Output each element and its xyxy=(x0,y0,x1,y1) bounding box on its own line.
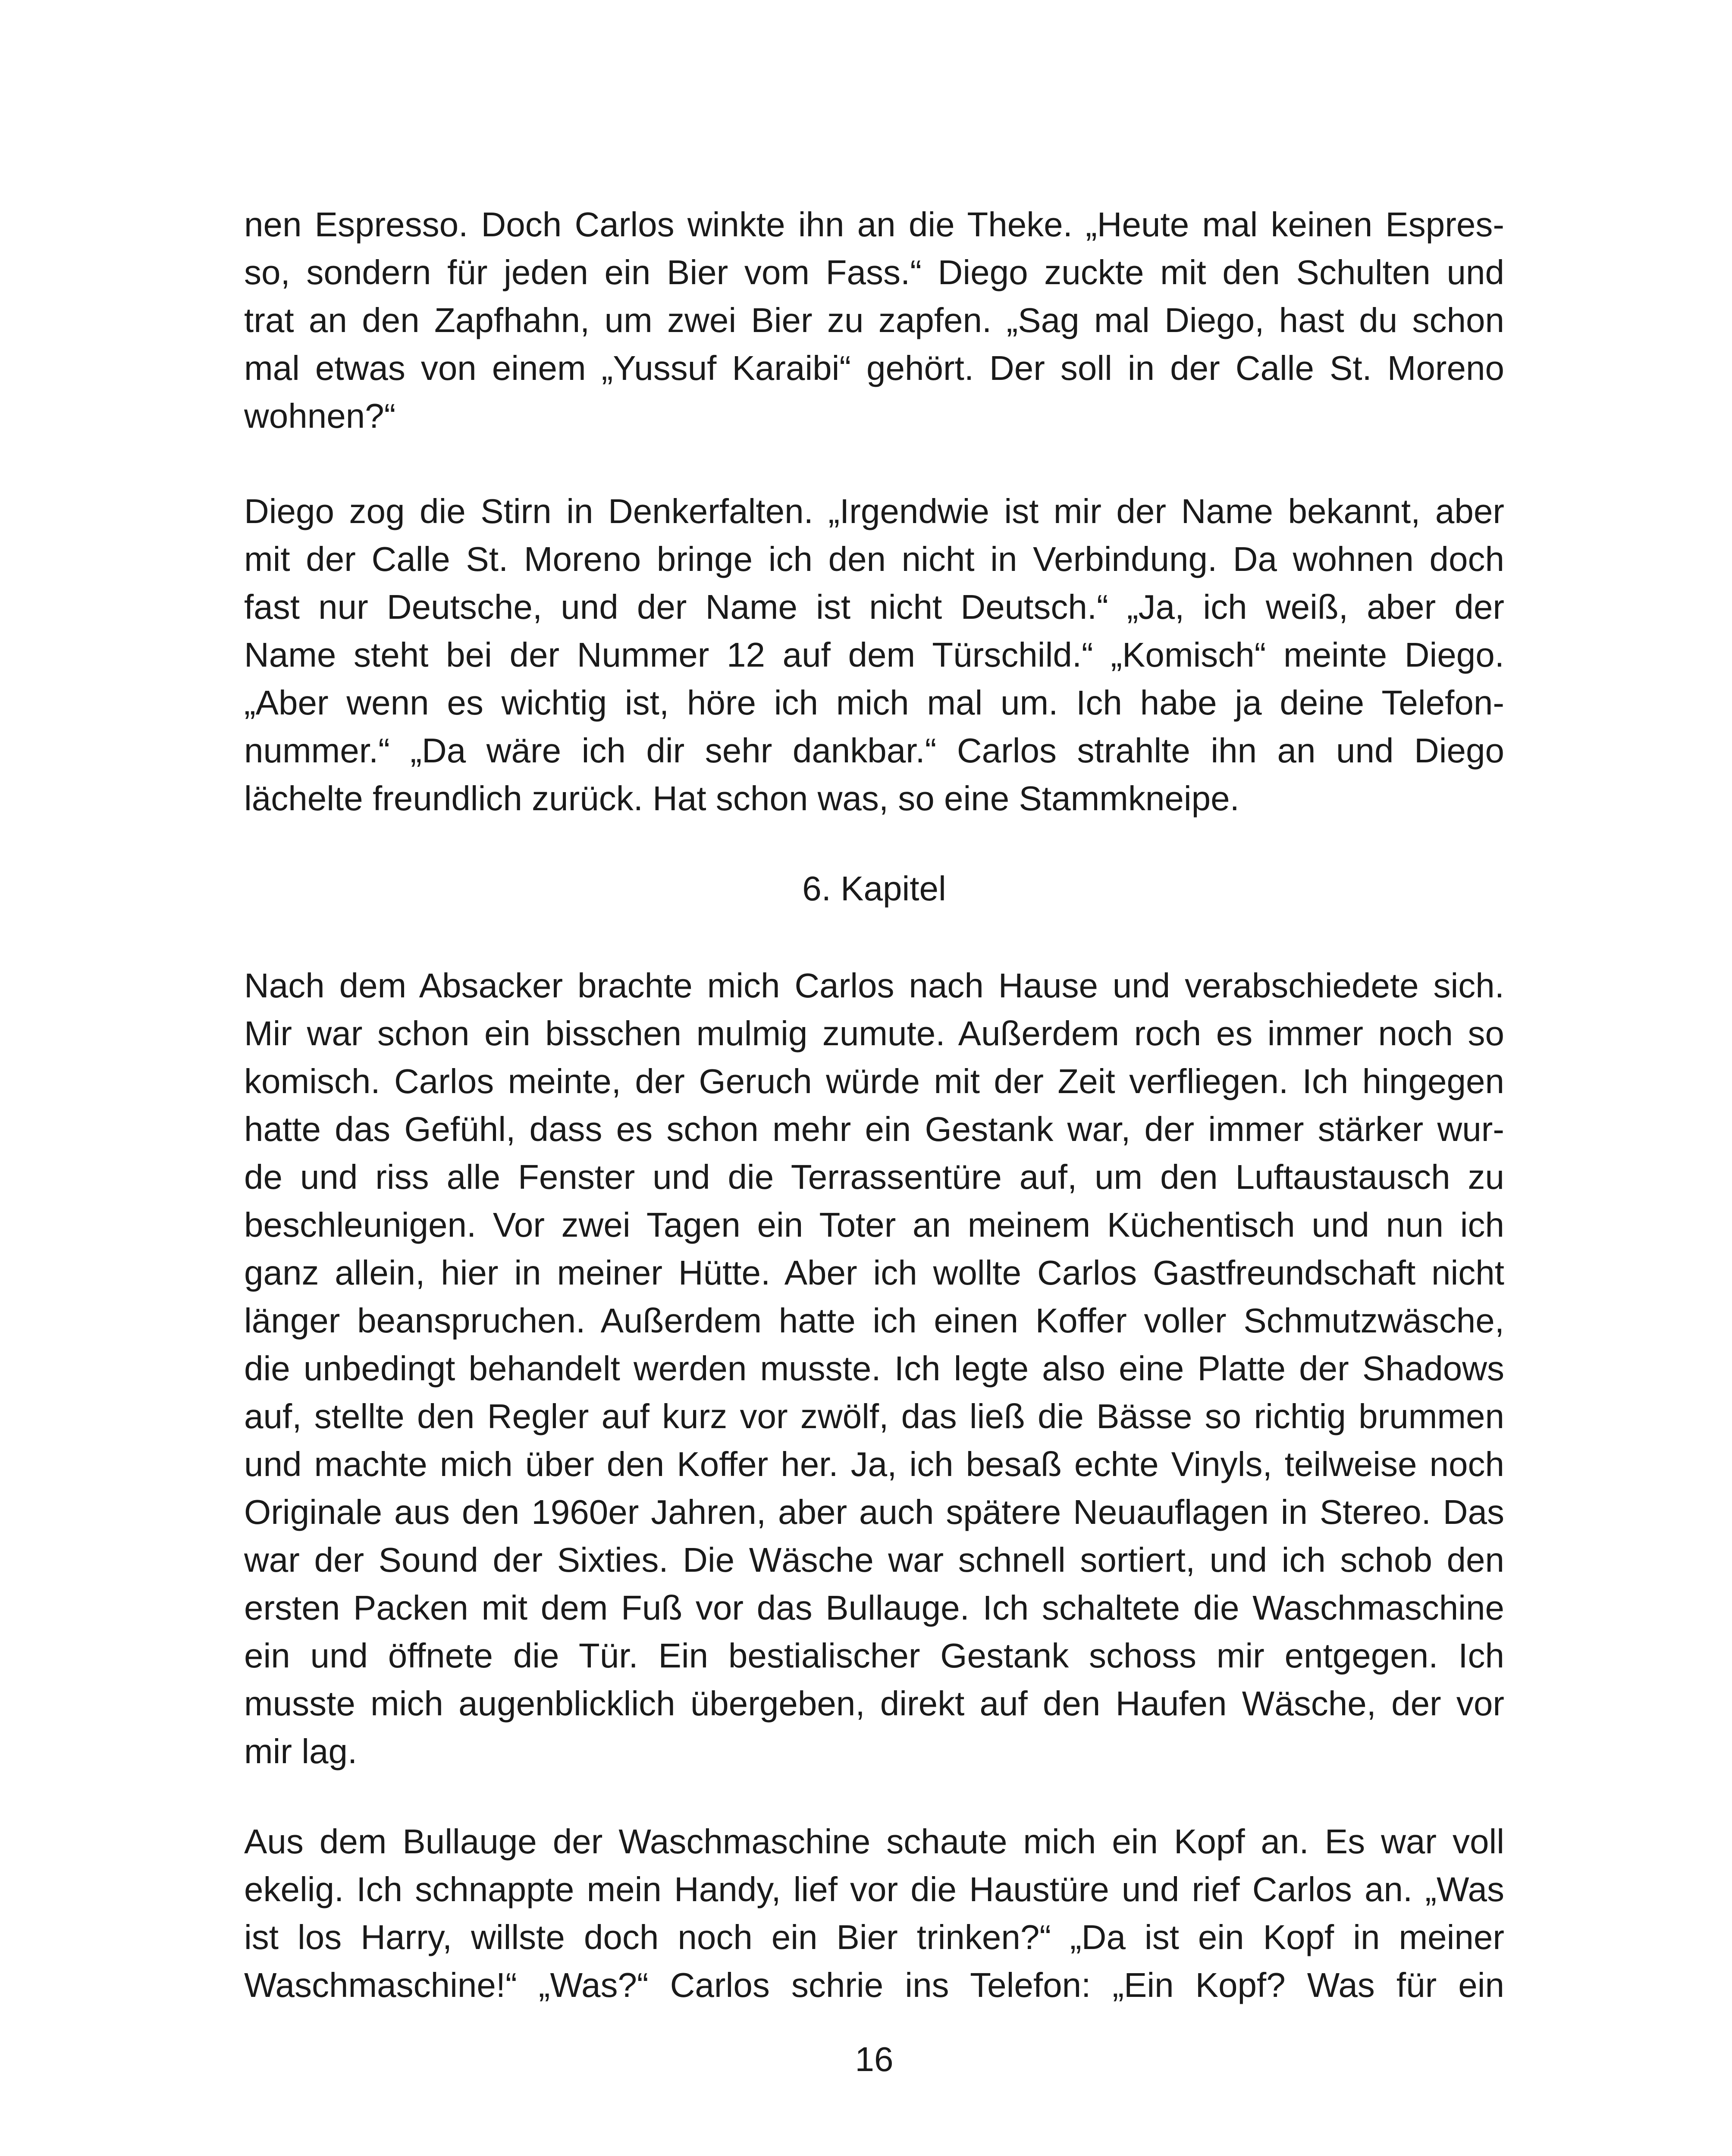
text-line: nummer.“ „Da wäre ich dir sehr dankbar.“ Carlos strahlte ihn an und Diego xyxy=(244,731,1504,770)
text-line: ist los Harry, willste doch noch ein Bier trinken?“ „Da ist ein Kopf in meiner xyxy=(244,1918,1504,1956)
text-line: fast nur Deutsche, und der Name ist nicht Deutsch.“ „Ja, ich weiß, aber der xyxy=(244,588,1504,626)
text-line: mal etwas von einem „Yussuf Karaibi“ gehört. Der soll in der Calle St. Moreno xyxy=(244,349,1504,387)
text-line: Diego zog die Stirn in Denkerfalten. „Irgendwie ist mir der Name bekannt, aber xyxy=(244,492,1504,530)
text-line: de und riss alle Fenster und die Terrassentüre auf, um den Luftaustausch zu xyxy=(244,1158,1504,1196)
text-line: beschleunigen. Vor zwei Tagen ein Toter an meinem Küchentisch und nun ich xyxy=(244,1206,1504,1244)
text-line: nen Espresso. Doch Carlos winkte ihn an die Theke. „Heute mal keinen Espres- xyxy=(244,205,1504,244)
text-line: so, sondern für jeden ein Bier vom Fass.“ Diego zuckte mit den Schulten und xyxy=(244,253,1504,291)
text-line: mit der Calle St. Moreno bringe ich den nicht in Verbindung. Da wohnen doch xyxy=(244,540,1504,578)
text-line: Originale aus den 1960er Jahren, aber auch spätere Neuauflagen in Stereo. Das xyxy=(244,1493,1504,1531)
text-line: ganz allein, hier in meiner Hütte. Aber ich wollte Carlos Gastfreundschaft nicht xyxy=(244,1253,1504,1292)
text-line: die unbedingt behandelt werden musste. Ich legte also eine Platte der Shadows xyxy=(244,1349,1504,1388)
text-line: „Aber wenn es wichtig ist, höre ich mich mal um. Ich habe ja deine Telefon- xyxy=(244,683,1504,722)
text-line: Name steht bei der Nummer 12 auf dem Türschild.“ „Komisch“ meinte Diego. xyxy=(244,636,1504,674)
text-line: ekelig. Ich schnappte mein Handy, lief vor die Haustüre und rief Carlos an. „Was xyxy=(244,1870,1504,1908)
paragraph xyxy=(244,201,1504,440)
text-line: Mir war schon ein bisschen mulmig zumute. Außerdem roch es immer noch so xyxy=(244,1014,1504,1053)
text-line: musste mich augenblicklich übergeben, direkt auf den Haufen Wäsche, der vor xyxy=(244,1684,1504,1723)
text-line: mir lag. xyxy=(244,1732,358,1771)
text-line: ersten Packen mit dem Fuß vor das Bullauge. Ich schaltete die Waschmaschine xyxy=(244,1589,1504,1627)
text-line: Aus dem Bullauge der Waschmaschine schaute mich ein Kopf an. Es war voll xyxy=(244,1822,1504,1861)
text-line: ein und öffnete die Tür. Ein bestialischer Gestank schoss mir entgegen. Ich xyxy=(244,1636,1504,1675)
text-line: Nach dem Absacker brachte mich Carlos nach Hause und verabschiedete sich. xyxy=(244,966,1504,1005)
paragraph xyxy=(244,487,1504,822)
text-line: Waschmaschine!“ „Was?“ Carlos schrie ins Telefon: „Ein Kopf? Was für ein xyxy=(244,1966,1504,2004)
text-line: wohnen?“ xyxy=(244,397,396,435)
text-line: auf, stellte den Regler auf kurz vor zwölf, das ließ die Bässe so richtig brummen xyxy=(244,1397,1504,1435)
text-line: war der Sound der Sixties. Die Wäsche war schnell sortiert, und ich schob den xyxy=(244,1541,1504,1579)
chapter-heading: 6. Kapitel xyxy=(802,869,946,908)
paragraph xyxy=(244,962,1504,1775)
paragraph xyxy=(244,1818,1504,2009)
text-line: lächelte freundlich zurück. Hat schon was, so eine Stammkneipe. xyxy=(244,779,1239,818)
page-number: 16 xyxy=(855,2040,894,2078)
text-line: hatte das Gefühl, dass es schon mehr ein Gestank war, der immer stärker wur- xyxy=(244,1110,1504,1148)
text-line: länger beanspruchen. Außerdem hatte ich einen Koffer voller Schmutzwäsche, xyxy=(244,1301,1504,1340)
text-line: komisch. Carlos meinte, der Geruch würde mit der Zeit verfliegen. Ich hingegen xyxy=(244,1062,1504,1100)
text-line: trat an den Zapfhahn, um zwei Bier zu zapfen. „Sag mal Diego, hast du schon xyxy=(244,301,1504,339)
text-line: und machte mich über den Koffer her. Ja, ich besaß echte Vinyls, teilweise noch xyxy=(244,1445,1504,1483)
